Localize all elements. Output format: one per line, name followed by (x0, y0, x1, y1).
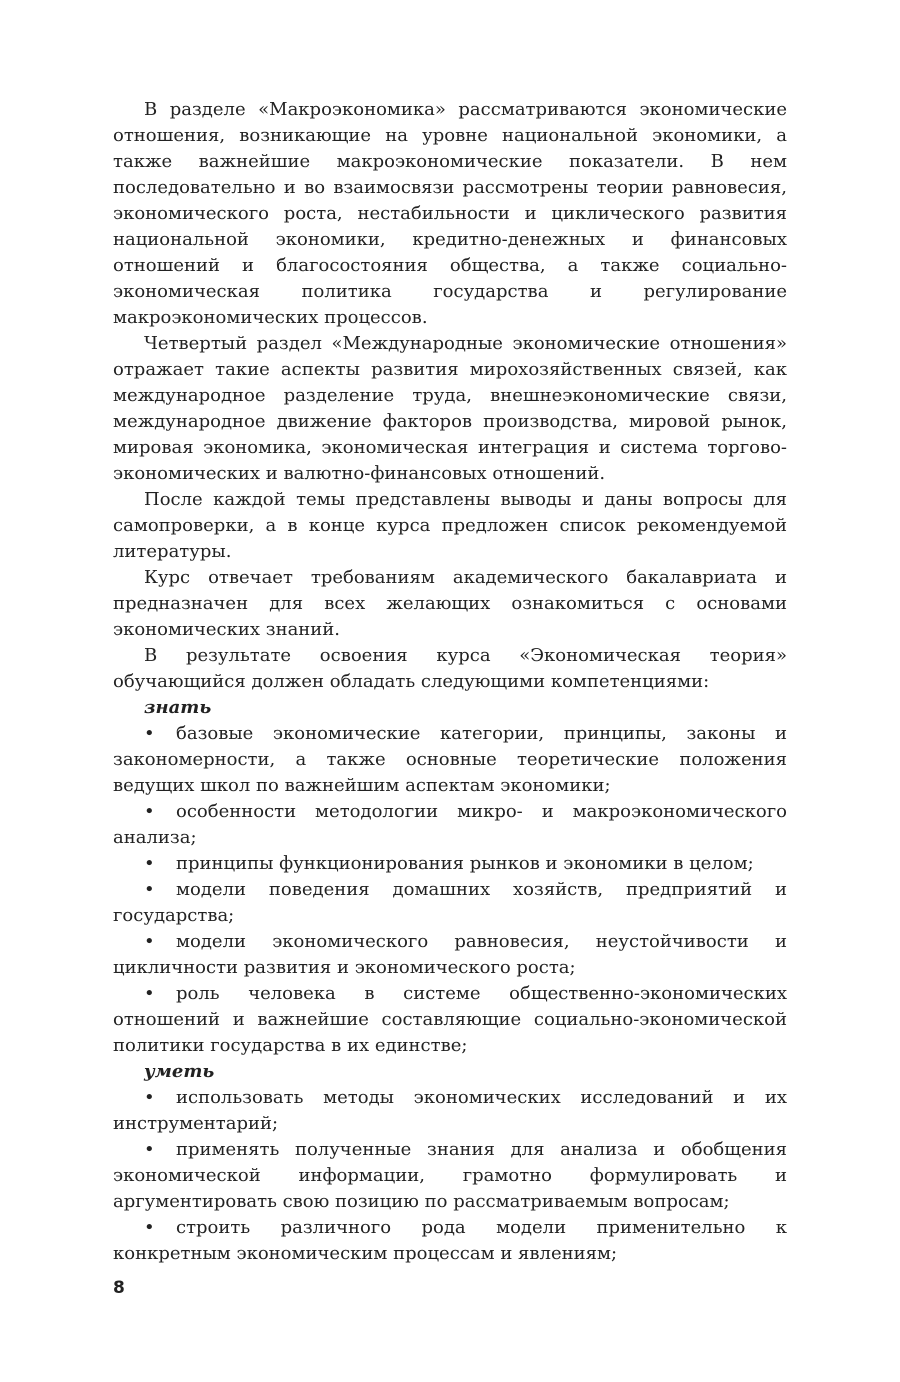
paragraph-course-purpose: Курс отвечает требованиям академического бакалавриата и предназначен для всех желающих ознакомиться с основами экономических знаний. (113, 567, 787, 640)
bullet-icon: • (144, 931, 155, 952)
list-item (113, 981, 787, 1059)
bullet-icon: • (144, 853, 155, 874)
list-item (113, 721, 787, 799)
list-item (113, 1215, 787, 1267)
bullet-icon: • (144, 983, 155, 1004)
know-label: знать (144, 697, 212, 718)
list-item-text: принципы функционирования рынков и экономики в целом; (176, 853, 754, 874)
bullet-icon: • (144, 879, 155, 900)
can-list (113, 1085, 787, 1267)
know-list (113, 721, 787, 1059)
list-item (113, 929, 787, 981)
paragraph-international-relations: Четвертый раздел «Международные экономические отношения» отражает такие аспекты развития мирохозяйственных связей, как международное разделение труда, внешнеэкономические связи, международное движение факторов производства, мировой рынок, мировая экономика, экономическая интеграция и система торгово-экономических и валютно-финансовых отношений. (113, 333, 787, 484)
paragraph-self-check: После каждой темы представлены выводы и даны вопросы для самопроверки, а в конце курса предложен список рекомендуемой литературы. (113, 489, 787, 562)
list-item-text: применять полученные знания для анализа и обобщения экономической информации, грамотно формулировать и аргументировать свою позицию по рассматриваемым вопросам; (113, 1139, 787, 1212)
page-number: 8 (113, 1278, 125, 1298)
list-item (113, 877, 787, 929)
list-item-text: роль человека в системе общественно-экономических отношений и важнейшие составляющие социально-экономической политики государства в их единстве; (113, 983, 787, 1056)
list-item-text: использовать методы экономических исследований и их инструментарий; (113, 1087, 787, 1134)
list-item-text: базовые экономические категории, принципы, законы и закономерности, а также основные теоретические положения ведущих школ по важнейшим аспектам экономики; (113, 723, 787, 796)
bullet-icon: • (144, 1217, 155, 1238)
paragraph-competencies-intro: В результате освоения курса «Экономическая теория» обучающийся должен обладать следующими компетенциями: (113, 645, 787, 692)
list-item (113, 851, 787, 877)
list-item (113, 1085, 787, 1137)
bullet-icon: • (144, 1087, 155, 1108)
paragraph-macroeconomics: В разделе «Макроэкономика» рассматриваются экономические отношения, возникающие на уровне национальной экономики, а также важнейшие макроэкономические показатели. В нем последовательно и во взаимосвязи рассмотрены теории равновесия, экономического роста, нестабильности и циклического развития национальной экономики, кредитно-денежных и финансовых отношений и благосостояния общества, а также социально-экономическая политика государства и регулирование макроэкономических процессов. (113, 99, 787, 328)
bullet-icon: • (144, 723, 155, 744)
list-item-text: строить различного рода модели применительно к конкретным экономическим процессам и явлениям; (113, 1217, 787, 1264)
page-body (113, 97, 787, 1267)
list-item-text: особенности методологии микро- и макроэкономического анализа; (113, 801, 787, 848)
bullet-icon: • (144, 801, 155, 822)
list-item (113, 1137, 787, 1215)
can-label: уметь (144, 1061, 215, 1082)
list-item (113, 799, 787, 851)
bullet-icon: • (144, 1139, 155, 1160)
list-item-text: модели поведения домашних хозяйств, предприятий и государства; (113, 879, 787, 926)
list-item-text: модели экономического равновесия, неустойчивости и цикличности развития и экономического роста; (113, 931, 787, 978)
